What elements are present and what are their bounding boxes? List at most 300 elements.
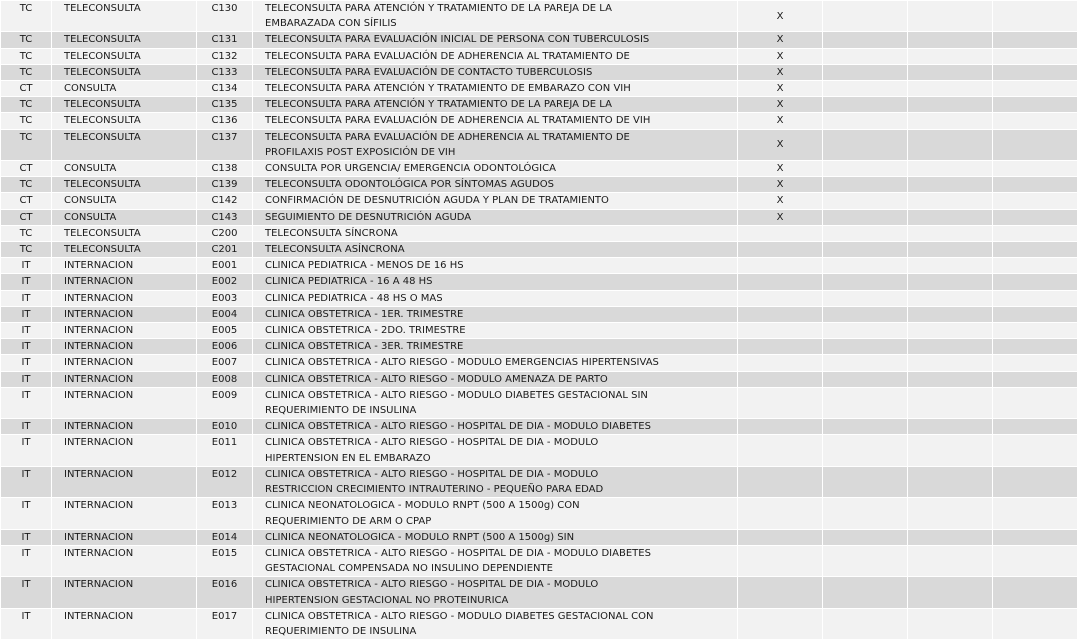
empty-cell [908, 577, 993, 608]
empty-cell [993, 97, 1077, 113]
description-cell [253, 225, 738, 241]
type-cell: IT [1, 419, 52, 435]
category-cell: INTERNACION [52, 387, 197, 418]
description-line: EMBARAZADA CON SÍFILIS [265, 16, 733, 31]
empty-cell [823, 355, 908, 371]
table-row [1, 129, 1077, 160]
code-cell: E017 [197, 608, 253, 639]
table-row [1, 577, 1077, 608]
empty-cell [823, 48, 908, 64]
mark-cell [738, 306, 823, 322]
description-line: TELECONSULTA PARA EVALUACIÓN INICIAL DE PERSONA CON TUBERCULOSIS [265, 32, 733, 47]
type-cell: TC [1, 225, 52, 241]
code-cell: E015 [197, 545, 253, 576]
description-cell [253, 545, 738, 576]
empty-cell [823, 258, 908, 274]
type-cell: IT [1, 466, 52, 497]
empty-cell [993, 242, 1077, 258]
empty-cell [908, 608, 993, 639]
code-cell: E005 [197, 323, 253, 339]
empty-cell [993, 274, 1077, 290]
description-cell [253, 355, 738, 371]
empty-cell [823, 129, 908, 160]
empty-cell [908, 161, 993, 177]
table-row [1, 113, 1077, 129]
empty-cell [823, 209, 908, 225]
category-cell: INTERNACION [52, 323, 197, 339]
table-row [1, 193, 1077, 209]
description-line: CLINICA OBSTETRICA - ALTO RIESGO - HOSPITAL DE DIA - MODULO DIABETES [265, 419, 733, 434]
description-cell [253, 177, 738, 193]
category-cell: TELECONSULTA [52, 129, 197, 160]
type-cell: CT [1, 161, 52, 177]
table-row [1, 258, 1077, 274]
mark-cell [738, 323, 823, 339]
empty-cell [908, 113, 993, 129]
mark-cell [738, 242, 823, 258]
empty-cell [993, 32, 1077, 48]
table-row [1, 339, 1077, 355]
mark-cell: X [738, 177, 823, 193]
empty-cell [993, 339, 1077, 355]
table-row [1, 306, 1077, 322]
category-cell: INTERNACION [52, 529, 197, 545]
description-line: REQUERIMIENTO DE INSULINA [265, 403, 733, 418]
code-cell: E013 [197, 498, 253, 529]
table-body [1, 1, 1077, 640]
empty-cell [823, 306, 908, 322]
type-cell: TC [1, 129, 52, 160]
type-cell: TC [1, 113, 52, 129]
description-line: CONSULTA POR URGENCIA/ EMERGENCIA ODONTOLÓGICA [265, 161, 733, 176]
mark-cell [738, 339, 823, 355]
empty-cell [823, 161, 908, 177]
description-line: TELECONSULTA PARA ATENCIÓN Y TRATAMIENTO DE LA PAREJA DE LA [265, 1, 733, 16]
table-row [1, 81, 1077, 97]
type-cell: TC [1, 97, 52, 113]
empty-cell [908, 498, 993, 529]
table-row [1, 435, 1077, 466]
category-cell: TELECONSULTA [52, 32, 197, 48]
description-line: CLINICA OBSTETRICA - 1ER. TRIMESTRE [265, 307, 733, 322]
table-row [1, 209, 1077, 225]
empty-cell [823, 193, 908, 209]
description-line: CLINICA OBSTETRICA - ALTO RIESGO - HOSPITAL DE DIA - MODULO [265, 435, 733, 450]
description-line: PROFILAXIS POST EXPOSICIÓN DE VIH [265, 145, 733, 160]
empty-cell [993, 258, 1077, 274]
empty-cell [993, 371, 1077, 387]
mark-cell [738, 529, 823, 545]
type-cell: IT [1, 545, 52, 576]
description-cell [253, 113, 738, 129]
empty-cell [908, 306, 993, 322]
description-line: CLINICA NEONATOLOGICA - MODULO RNPT (500 A 1500g) SIN [265, 530, 733, 545]
description-cell [253, 577, 738, 608]
description-cell [253, 435, 738, 466]
description-line: CLINICA PEDIATRICA - MENOS DE 16 HS [265, 258, 733, 273]
mark-cell: X [738, 193, 823, 209]
type-cell: IT [1, 577, 52, 608]
description-cell [253, 97, 738, 113]
empty-cell [993, 545, 1077, 576]
table-row [1, 1, 1077, 32]
empty-cell [908, 64, 993, 80]
category-cell: INTERNACION [52, 339, 197, 355]
empty-cell [908, 419, 993, 435]
empty-cell [908, 48, 993, 64]
code-cell: C139 [197, 177, 253, 193]
table-row [1, 290, 1077, 306]
mark-cell [738, 608, 823, 639]
code-cell: C136 [197, 113, 253, 129]
table-row [1, 64, 1077, 80]
table-row [1, 355, 1077, 371]
table-row [1, 498, 1077, 529]
table-row [1, 371, 1077, 387]
empty-cell [993, 193, 1077, 209]
description-cell [253, 608, 738, 639]
code-cell: C142 [197, 193, 253, 209]
type-cell: IT [1, 290, 52, 306]
table-row [1, 545, 1077, 576]
description-cell [253, 274, 738, 290]
empty-cell [908, 545, 993, 576]
type-cell: CT [1, 81, 52, 97]
description-line: CLINICA NEONATOLOGICA - MODULO RNPT (500 A 1500g) CON [265, 498, 733, 513]
empty-cell [908, 1, 993, 32]
description-cell [253, 371, 738, 387]
empty-cell [908, 225, 993, 241]
type-cell: IT [1, 306, 52, 322]
table-row [1, 177, 1077, 193]
empty-cell [908, 435, 993, 466]
mark-cell: X [738, 209, 823, 225]
category-cell: INTERNACION [52, 258, 197, 274]
mark-cell [738, 274, 823, 290]
category-cell: TELECONSULTA [52, 225, 197, 241]
description-line: CLINICA PEDIATRICA - 48 HS O MAS [265, 291, 733, 306]
empty-cell [993, 608, 1077, 639]
code-cell: C134 [197, 81, 253, 97]
description-cell [253, 529, 738, 545]
code-cell: C137 [197, 129, 253, 160]
type-cell: TC [1, 48, 52, 64]
table-row [1, 529, 1077, 545]
table-row [1, 387, 1077, 418]
mark-cell [738, 371, 823, 387]
empty-cell [823, 419, 908, 435]
empty-cell [823, 323, 908, 339]
type-cell: TC [1, 1, 52, 32]
empty-cell [823, 435, 908, 466]
mark-cell [738, 419, 823, 435]
empty-cell [823, 97, 908, 113]
description-line: TELECONSULTA PARA EVALUACIÓN DE ADHERENCIA AL TRATAMIENTO DE VIH [265, 113, 733, 128]
category-cell: INTERNACION [52, 577, 197, 608]
description-line: REQUERIMIENTO DE ARM O CPAP [265, 514, 733, 529]
empty-cell [908, 81, 993, 97]
category-cell: TELECONSULTA [52, 242, 197, 258]
category-cell: TELECONSULTA [52, 177, 197, 193]
category-cell: INTERNACION [52, 290, 197, 306]
table-row [1, 225, 1077, 241]
category-cell: INTERNACION [52, 608, 197, 639]
type-cell: TC [1, 64, 52, 80]
empty-cell [993, 419, 1077, 435]
code-cell: C143 [197, 209, 253, 225]
category-cell: CONSULTA [52, 193, 197, 209]
empty-cell [993, 64, 1077, 80]
category-cell: INTERNACION [52, 545, 197, 576]
description-cell [253, 290, 738, 306]
empty-cell [993, 498, 1077, 529]
description-line: REQUERIMIENTO DE INSULINA [265, 624, 733, 639]
table-row [1, 323, 1077, 339]
table-row [1, 466, 1077, 497]
description-cell [253, 306, 738, 322]
description-line: TELECONSULTA PARA EVALUACIÓN DE ADHERENCIA AL TRATAMIENTO DE [265, 49, 733, 64]
empty-cell [908, 209, 993, 225]
type-cell: IT [1, 387, 52, 418]
empty-cell [993, 48, 1077, 64]
empty-cell [993, 577, 1077, 608]
code-cell: C133 [197, 64, 253, 80]
category-cell: TELECONSULTA [52, 64, 197, 80]
description-cell [253, 32, 738, 48]
mark-cell: X [738, 48, 823, 64]
mark-cell: X [738, 81, 823, 97]
description-line: HIPERTENSION EN EL EMBARAZO [265, 451, 733, 466]
empty-cell [993, 435, 1077, 466]
category-cell: INTERNACION [52, 306, 197, 322]
description-line: TELECONSULTA PARA EVALUACIÓN DE ADHERENCIA AL TRATAMIENTO DE [265, 130, 733, 145]
code-cell: C200 [197, 225, 253, 241]
description-cell [253, 387, 738, 418]
type-cell: TC [1, 177, 52, 193]
mark-cell: X [738, 113, 823, 129]
empty-cell [993, 129, 1077, 160]
description-line: CLINICA PEDIATRICA - 16 A 48 HS [265, 274, 733, 289]
description-line: HIPERTENSION GESTACIONAL NO PROTEINURICA [265, 593, 733, 608]
description-cell [253, 1, 738, 32]
type-cell: IT [1, 323, 52, 339]
empty-cell [908, 177, 993, 193]
code-cell: E016 [197, 577, 253, 608]
empty-cell [823, 274, 908, 290]
mark-cell: X [738, 64, 823, 80]
mark-cell [738, 225, 823, 241]
description-cell [253, 129, 738, 160]
description-line: GESTACIONAL COMPENSADA NO INSULINO DEPENDIENTE [265, 561, 733, 576]
type-cell: IT [1, 371, 52, 387]
category-cell: INTERNACION [52, 274, 197, 290]
empty-cell [908, 32, 993, 48]
description-line: CLINICA OBSTETRICA - ALTO RIESGO - MODULO EMERGENCIAS HIPERTENSIVAS [265, 355, 733, 370]
empty-cell [823, 498, 908, 529]
type-cell: IT [1, 529, 52, 545]
description-cell [253, 339, 738, 355]
empty-cell [823, 64, 908, 80]
description-cell [253, 466, 738, 497]
code-cell: E014 [197, 529, 253, 545]
type-cell: IT [1, 608, 52, 639]
empty-cell [993, 355, 1077, 371]
category-cell: INTERNACION [52, 419, 197, 435]
code-cell: E003 [197, 290, 253, 306]
mark-cell: X [738, 97, 823, 113]
empty-cell [908, 274, 993, 290]
description-cell [253, 193, 738, 209]
empty-cell [823, 371, 908, 387]
description-line: CLINICA OBSTETRICA - ALTO RIESGO - MODULO DIABETES GESTACIONAL CON [265, 609, 733, 624]
category-cell: INTERNACION [52, 355, 197, 371]
description-line: CONFIRMACIÓN DE DESNUTRICIÓN AGUDA Y PLAN DE TRATAMIENTO [265, 193, 733, 208]
empty-cell [908, 387, 993, 418]
empty-cell [908, 323, 993, 339]
category-cell: INTERNACION [52, 371, 197, 387]
empty-cell [993, 81, 1077, 97]
empty-cell [823, 81, 908, 97]
empty-cell [908, 242, 993, 258]
empty-cell [993, 225, 1077, 241]
description-line: TELECONSULTA ODONTOLÓGICA POR SÍNTOMAS AGUDOS [265, 177, 733, 192]
description-line: CLINICA OBSTETRICA - ALTO RIESGO - MODULO AMENAZA DE PARTO [265, 372, 733, 387]
empty-cell [908, 339, 993, 355]
empty-cell [823, 545, 908, 576]
empty-cell [908, 529, 993, 545]
empty-cell [823, 225, 908, 241]
description-line: CLINICA OBSTETRICA - ALTO RIESGO - HOSPITAL DE DIA - MODULO [265, 577, 733, 592]
code-cell: E007 [197, 355, 253, 371]
code-cell: C138 [197, 161, 253, 177]
table-row [1, 48, 1077, 64]
empty-cell [993, 323, 1077, 339]
description-line: TELECONSULTA PARA ATENCIÓN Y TRATAMIENTO DE LA PAREJA DE LA [265, 97, 733, 112]
mark-cell [738, 545, 823, 576]
category-cell: TELECONSULTA [52, 113, 197, 129]
category-cell: TELECONSULTA [52, 1, 197, 32]
category-cell: INTERNACION [52, 435, 197, 466]
description-cell [253, 498, 738, 529]
mark-cell: X [738, 161, 823, 177]
mark-cell [738, 258, 823, 274]
description-line: TELECONSULTA ASÍNCRONA [265, 242, 733, 257]
code-cell: C131 [197, 32, 253, 48]
code-cell: E012 [197, 466, 253, 497]
mark-cell [738, 290, 823, 306]
description-cell [253, 242, 738, 258]
table-row [1, 161, 1077, 177]
table-row [1, 419, 1077, 435]
empty-cell [823, 577, 908, 608]
type-cell: IT [1, 274, 52, 290]
empty-cell [908, 129, 993, 160]
empty-cell [908, 355, 993, 371]
category-cell: TELECONSULTA [52, 48, 197, 64]
empty-cell [823, 242, 908, 258]
type-cell: IT [1, 498, 52, 529]
empty-cell [823, 113, 908, 129]
code-cell: E001 [197, 258, 253, 274]
description-line: CLINICA OBSTETRICA - 3ER. TRIMESTRE [265, 339, 733, 354]
mark-cell [738, 466, 823, 497]
empty-cell [993, 161, 1077, 177]
description-cell [253, 323, 738, 339]
empty-cell [908, 466, 993, 497]
empty-cell [908, 97, 993, 113]
empty-cell [993, 177, 1077, 193]
empty-cell [908, 258, 993, 274]
category-cell: TELECONSULTA [52, 97, 197, 113]
empty-cell [993, 466, 1077, 497]
empty-cell [908, 371, 993, 387]
empty-cell [823, 177, 908, 193]
empty-cell [823, 32, 908, 48]
empty-cell [908, 193, 993, 209]
type-cell: CT [1, 193, 52, 209]
empty-cell [823, 387, 908, 418]
code-cell: C130 [197, 1, 253, 32]
empty-cell [993, 1, 1077, 32]
description-line: CLINICA OBSTETRICA - ALTO RIESGO - MODULO DIABETES GESTACIONAL SIN [265, 388, 733, 403]
description-line: CLINICA OBSTETRICA - 2DO. TRIMESTRE [265, 323, 733, 338]
table-row [1, 608, 1077, 639]
empty-cell [823, 290, 908, 306]
type-cell: TC [1, 32, 52, 48]
category-cell: INTERNACION [52, 498, 197, 529]
description-line: TELECONSULTA PARA ATENCIÓN Y TRATAMIENTO DE EMBARAZO CON VIH [265, 81, 733, 96]
description-cell [253, 64, 738, 80]
description-cell [253, 209, 738, 225]
description-line: CLINICA OBSTETRICA - ALTO RIESGO - HOSPITAL DE DIA - MODULO DIABETES [265, 546, 733, 561]
table-row [1, 242, 1077, 258]
code-cell: E006 [197, 339, 253, 355]
description-line: TELECONSULTA PARA EVALUACIÓN DE CONTACTO TUBERCULOSIS [265, 65, 733, 80]
code-cell: C132 [197, 48, 253, 64]
mark-cell [738, 355, 823, 371]
mark-cell [738, 435, 823, 466]
category-cell: CONSULTA [52, 209, 197, 225]
mark-cell: X [738, 1, 823, 32]
description-cell [253, 258, 738, 274]
empty-cell [823, 529, 908, 545]
table-row [1, 97, 1077, 113]
empty-cell [823, 466, 908, 497]
description-line: RESTRICCION CRECIMIENTO INTRAUTERINO - PEQUEÑO PARA EDAD [265, 482, 733, 497]
type-cell: IT [1, 258, 52, 274]
empty-cell [993, 209, 1077, 225]
table-row [1, 32, 1077, 48]
code-cell: E011 [197, 435, 253, 466]
description-cell [253, 48, 738, 64]
description-line: CLINICA OBSTETRICA - ALTO RIESGO - HOSPITAL DE DIA - MODULO [265, 467, 733, 482]
code-cell: E004 [197, 306, 253, 322]
description-line: SEGUIMIENTO DE DESNUTRICIÓN AGUDA [265, 210, 733, 225]
mark-cell: X [738, 129, 823, 160]
empty-cell [993, 387, 1077, 418]
empty-cell [823, 1, 908, 32]
description-line: TELECONSULTA SÍNCRONA [265, 226, 733, 241]
description-cell [253, 161, 738, 177]
category-cell: CONSULTA [52, 161, 197, 177]
mark-cell: X [738, 32, 823, 48]
empty-cell [908, 290, 993, 306]
code-cell: C135 [197, 97, 253, 113]
type-cell: IT [1, 355, 52, 371]
table-row [1, 274, 1077, 290]
type-cell: CT [1, 209, 52, 225]
code-cell: E008 [197, 371, 253, 387]
